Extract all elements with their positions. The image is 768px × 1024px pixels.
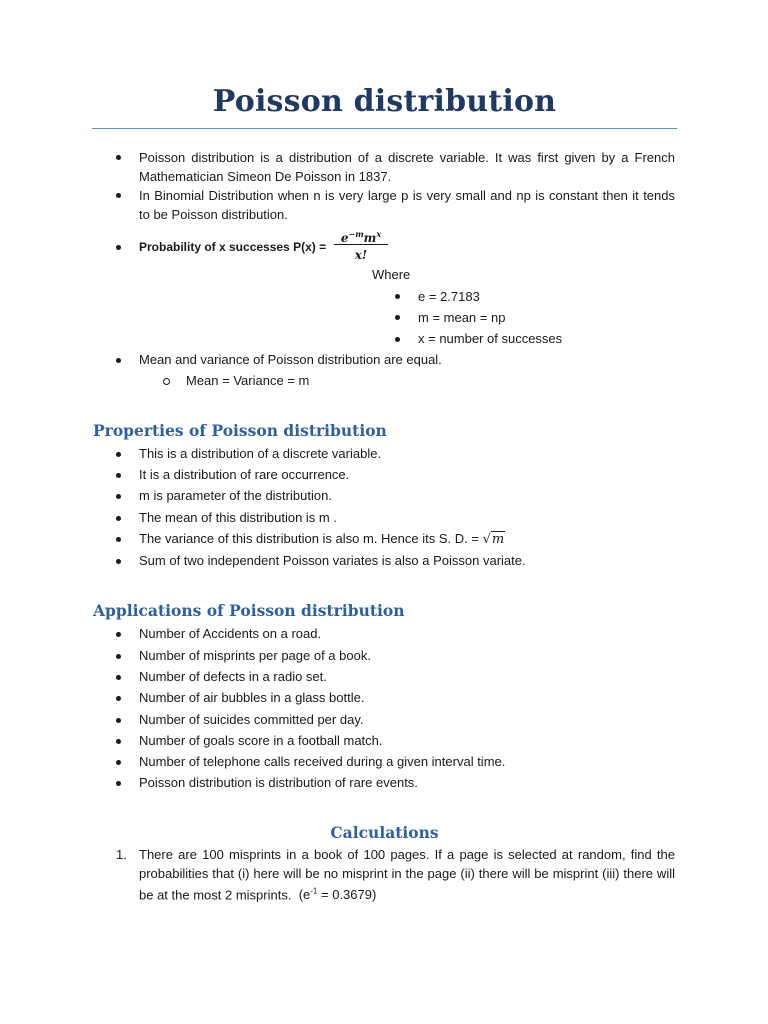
bullet-dot [116, 473, 121, 478]
formula-denominator: x! [354, 248, 368, 262]
poisson-formula [334, 226, 388, 263]
bullet-dot [116, 537, 121, 542]
intro-bullet-1: Poisson distribution is a distribution of a discrete variable. It was first given by a French Mathematician Simeon De Poisson in 1837. [139, 150, 675, 184]
property-item-sd [139, 530, 505, 550]
bullet-dot [395, 294, 400, 299]
bullet-dot [116, 245, 121, 250]
bullet-dot [116, 155, 121, 160]
property-item: m is parameter of the distribution. [139, 488, 332, 503]
where-label: Where [372, 267, 411, 282]
question-1-text: There are 100 misprints in a book of 100 pages. If a page is selected at random, find the probabilities that (i) here will be no misprint in the page (ii) there will be misprint (iii) there will be at the most 2 misprints. [139, 847, 675, 903]
probability-label: Probability of x successes P(x) = [139, 240, 327, 254]
application-item: Number of air bubbles in a glass bottle. [139, 690, 365, 705]
bullet-dot [116, 654, 121, 659]
application-item: Poisson distribution is distribution of rare events. [139, 775, 418, 790]
property-sd-text: The variance of this distribution is also m. Hence its S. D. = [139, 531, 479, 546]
bullet-dot [116, 193, 121, 198]
question-1-hint: $(e^{-1} = 0.3679)$ [298, 887, 377, 903]
application-item: Number of defects in a radio set. [139, 669, 327, 684]
application-item: Number of misprints per page of a book. [139, 648, 371, 663]
bullet-dot [116, 452, 121, 457]
bullet-dot [116, 494, 121, 499]
application-item: Number of Accidents on a road. [139, 626, 322, 641]
bullet-dot [116, 696, 121, 701]
intro-bullet-2: In Binomial Distribution when n is very large p is very small and np is constant then it tends to be Poisson distribution. [139, 188, 675, 222]
property-item: Sum of two independent Poisson variates is also a Poisson variate. [139, 553, 526, 568]
bullet-dot [116, 516, 121, 521]
square-root-icon: √ [482, 532, 491, 547]
application-item: Number of goals score in a football match. [139, 733, 383, 748]
formula-numerator: $e^{-m}m^x$ [340, 229, 382, 245]
page-title: Poisson distribution [212, 84, 557, 119]
bullet-dot [395, 315, 400, 320]
bullet-dot [116, 632, 121, 637]
bullet-dot [116, 781, 121, 786]
bullet-dot [116, 760, 121, 765]
sqrt-argument: m [491, 532, 505, 547]
sub-bullet-circle [163, 378, 170, 385]
property-item: This is a distribution of a discrete variable. [139, 446, 382, 461]
property-item: The mean of this distribution is m . [139, 510, 337, 525]
bullet-dot [116, 739, 121, 744]
calculations-heading: Calculations [330, 823, 439, 842]
bullet-dot [116, 358, 121, 363]
properties-heading: Properties of Poisson distribution [93, 421, 387, 440]
bullet-dot [116, 675, 121, 680]
applications-heading: Applications of Poisson distribution [93, 601, 405, 620]
where-item: m = mean = np [418, 310, 506, 325]
property-item: It is a distribution of rare occurrence. [139, 467, 350, 482]
bullet-dot [395, 337, 400, 342]
question-1 [139, 846, 675, 905]
where-item: e = 2.7183 [418, 289, 480, 304]
intro-bullet-4: Mean and variance of Poisson distribution are equal. [139, 352, 442, 367]
application-item: Number of suicides committed per day. [139, 712, 364, 727]
bullet-dot [116, 718, 121, 723]
title-underline [92, 128, 677, 129]
bullet-dot [116, 559, 121, 564]
where-item: x = number of successes [418, 331, 563, 346]
application-item: Number of telephone calls received during a given interval time. [139, 754, 506, 769]
question-number: 1. [116, 847, 127, 862]
mean-variance-item: Mean = Variance = m [186, 373, 310, 388]
